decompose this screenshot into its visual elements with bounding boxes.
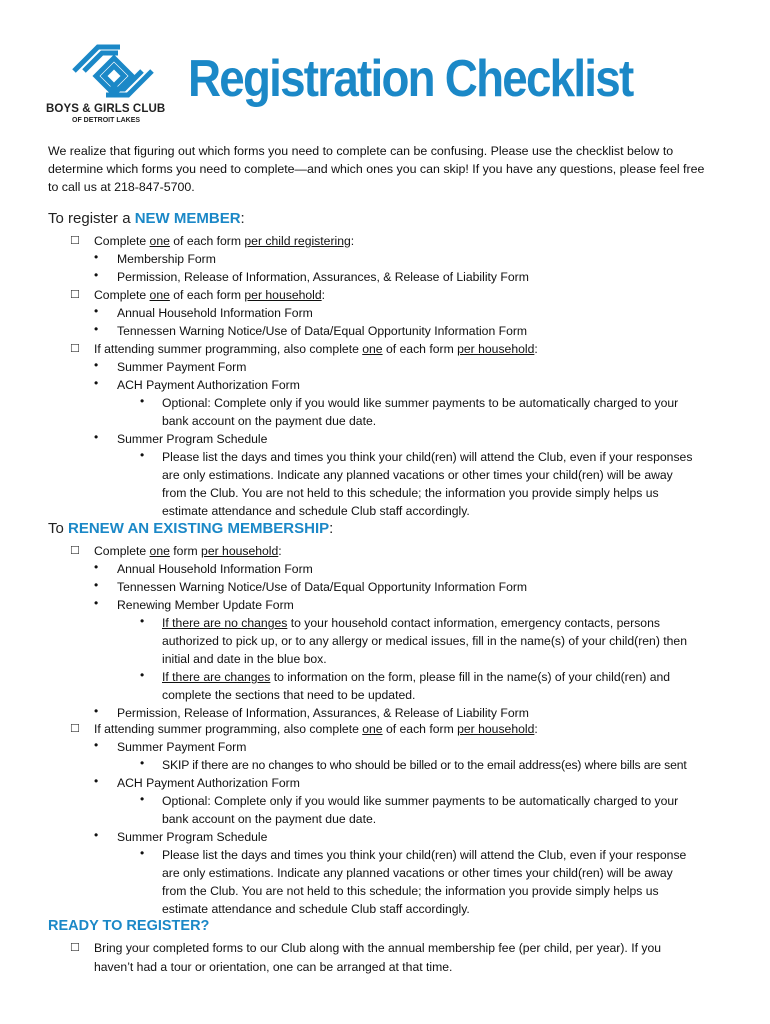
renew-form-summer-payment: Summer Payment Form [117, 740, 247, 754]
bullet: • [94, 774, 99, 788]
new-schedule-note-line2: are only estimations. Indicate any planned vacations or other times your child(ren) will be away [162, 468, 673, 482]
checkbox[interactable]: ☐ [70, 343, 80, 355]
ready-line2: haven’t had a tour or orientation, one can be arranged at that time. [94, 960, 453, 974]
renew-changes-line1: If there are changes to information on the form, please fill in the name(s) of your child(ren) and [162, 670, 671, 684]
new-schedule-note-line4: estimate attendance and schedule Club staff accordingly. [162, 504, 470, 518]
renew-form-update: Renewing Member Update Form [117, 598, 294, 612]
renew-changes-line2: complete the sections that need to be updated. [162, 688, 416, 702]
renew-schedule-note-line3: from the Club. You are not held to this schedule; the information you provide simply helps us [162, 884, 659, 898]
new-form-schedule: Summer Program Schedule [117, 432, 268, 446]
renew-form-household: Annual Household Information Form [117, 562, 313, 576]
renew-form-permission: Permission, Release of Information, Assurances, & Release of Liability Form [117, 706, 529, 720]
new-member-heading: To register a NEW MEMBER: [48, 210, 245, 227]
bullet: • [140, 394, 145, 408]
bullet: • [140, 792, 145, 806]
new-form-ach: ACH Payment Authorization Form [117, 378, 300, 392]
bullet: • [94, 560, 99, 574]
renew-form-tennessen: Tennessen Warning Notice/Use of Data/Equal Opportunity Information Form [117, 580, 528, 594]
ready-line1: Bring your completed forms to our Club along with the annual membership fee (per child, per year). If you [94, 941, 661, 955]
new-form-tennessen: Tennessen Warning Notice/Use of Data/Equal Opportunity Information Form [117, 324, 528, 338]
renew-schedule-note-line2: are only estimations. Indicate any planned vacations or other times your child(ren) will be away [162, 866, 673, 880]
bullet: • [94, 828, 99, 842]
bullet: • [140, 448, 145, 462]
bullet: • [94, 430, 99, 444]
org-location: OF DETROIT LAKES [72, 117, 141, 124]
bullet: • [140, 756, 145, 770]
bullet: • [94, 704, 99, 718]
checkbox[interactable]: ☐ [70, 289, 80, 301]
club-logo-icon [68, 42, 158, 100]
renew-checklist-item-1: Complete one form per household: [94, 544, 282, 558]
ready-heading: READY TO REGISTER? [48, 918, 210, 934]
checkbox[interactable]: ☐ [70, 723, 80, 735]
new-ach-note-line1: Optional: Complete only if you would like summer payments to be automatically charged to your [162, 396, 679, 410]
new-schedule-note-line1: Please list the days and times you think your child(ren) will attend the Club, even if your responses [162, 450, 693, 464]
bullet: • [94, 268, 99, 282]
renew-heading: To RENEW AN EXISTING MEMBERSHIP: [48, 520, 334, 537]
renew-schedule-note-line1: Please list the days and times you think your child(ren) will attend the Club, even if your response [162, 848, 687, 862]
new-checklist-item-1: Complete one of each form per child registering: [94, 234, 355, 248]
renew-skip-note: SKIP if there are no changes to who should be billed or to the email address(es) where bills are sent [162, 758, 687, 772]
renew-no-changes-line2: authorized to pick up, or to any allergy or medical issues, fill in the name(s) of your child(ren) then [162, 634, 687, 648]
renew-schedule-note-line4: estimate attendance and schedule Club staff accordingly. [162, 902, 470, 916]
bullet: • [140, 846, 145, 860]
org-name: BOYS & GIRLS CLUB [46, 103, 166, 115]
page-title: Registration Checklist [188, 50, 633, 108]
bullet: • [140, 614, 145, 628]
bullet: • [94, 596, 99, 610]
bullet: • [94, 250, 99, 264]
intro-paragraph: We realize that figuring out which forms you need to complete can be confusing. Please use the checklist below to determine which forms you need to complete—and which ones you can skip! If you have any questions, please feel free to call us at 218-847-5700. [48, 144, 705, 194]
club-logo [46, 40, 186, 130]
bullet: • [94, 304, 99, 318]
new-form-membership: Membership Form [117, 252, 216, 266]
renew-checklist-item-2: If attending summer programming, also complete one of each form per household: [94, 722, 538, 736]
header [46, 40, 736, 130]
renew-form-ach: ACH Payment Authorization Form [117, 776, 300, 790]
bullet: • [94, 738, 99, 752]
checkbox[interactable]: ☐ [70, 235, 80, 247]
renew-no-changes-line3: initial and date in the blue box. [162, 652, 327, 666]
bullet: • [94, 376, 99, 390]
checkbox[interactable]: ☐ [70, 942, 80, 954]
renew-ach-note-line2: bank account on the payment due date. [162, 812, 377, 826]
renew-no-changes-line1: If there are no changes to your household contact information, emergency contacts, persons [162, 616, 660, 630]
new-form-summer-payment: Summer Payment Form [117, 360, 247, 374]
bullet: • [94, 578, 99, 592]
new-checklist-item-2: Complete one of each form per household: [94, 288, 326, 302]
new-form-permission: Permission, Release of Information, Assurances, & Release of Liability Form [117, 270, 529, 284]
new-checklist-item-3: If attending summer programming, also complete one of each form per household: [94, 342, 538, 356]
bullet: • [94, 358, 99, 372]
new-schedule-note-line3: from the Club. You are not held to this schedule; the information you provide simply helps us [162, 486, 659, 500]
new-ach-note-line2: bank account on the payment due date. [162, 414, 377, 428]
checkbox[interactable]: ☐ [70, 545, 80, 557]
bullet: • [140, 668, 145, 682]
new-form-household: Annual Household Information Form [117, 306, 313, 320]
renew-form-schedule: Summer Program Schedule [117, 830, 268, 844]
renew-ach-note-line1: Optional: Complete only if you would like summer payments to be automatically charged to your [162, 794, 679, 808]
bullet: • [94, 322, 99, 336]
